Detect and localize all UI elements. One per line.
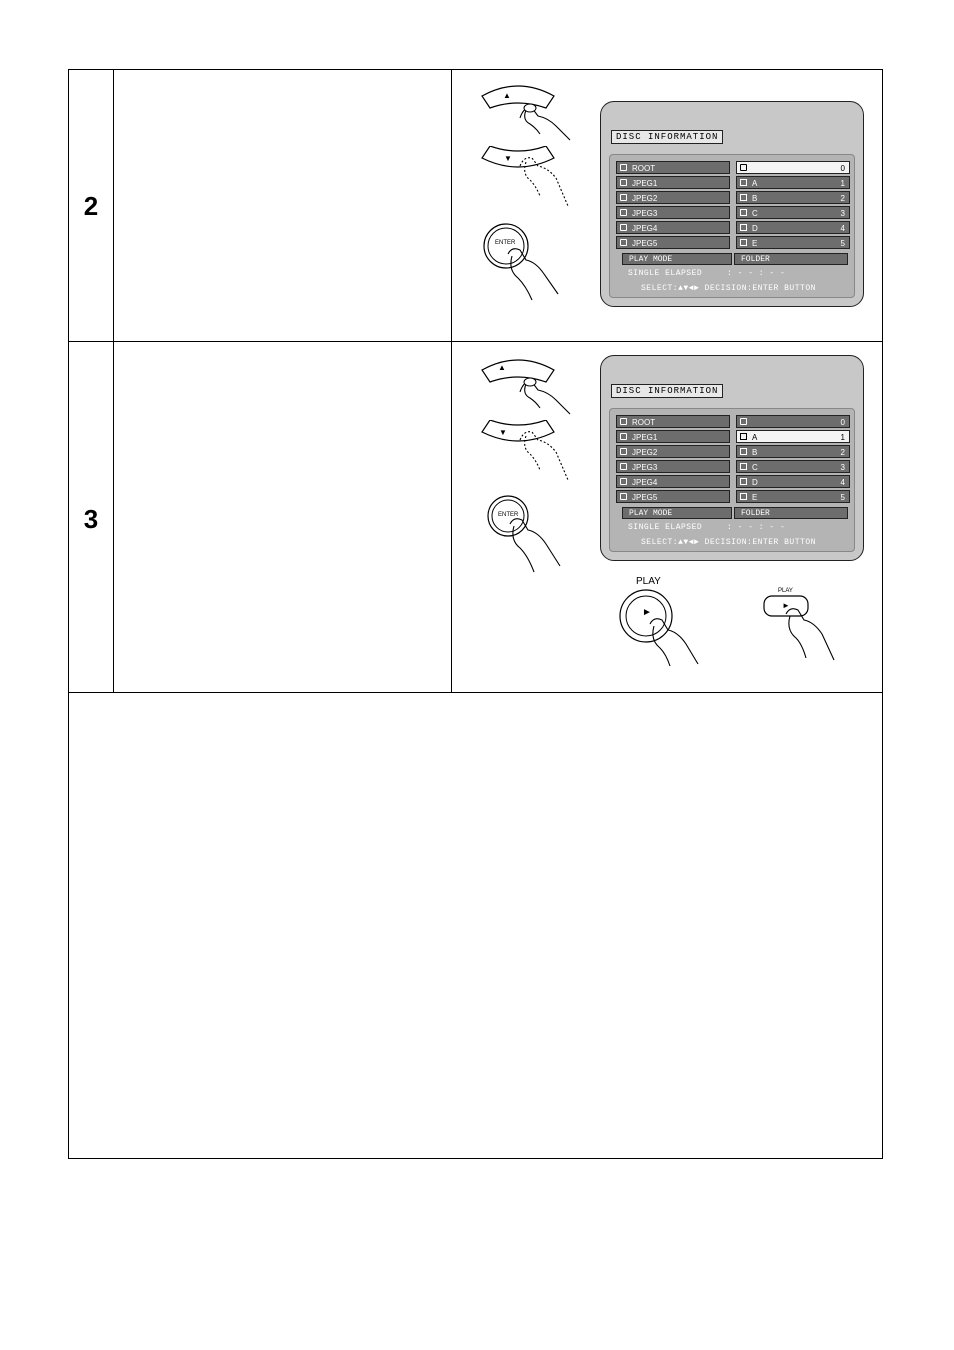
folder-icon — [620, 164, 627, 171]
folder-icon — [620, 239, 627, 246]
image-file-icon — [740, 224, 747, 231]
file-list-item[interactable]: B 2 — [736, 445, 850, 458]
image-file-icon — [740, 239, 747, 246]
folder-icon — [620, 463, 627, 470]
up-button-press-illustration — [478, 352, 578, 418]
folder-list-item[interactable]: JPEG1 — [616, 430, 730, 443]
play-mode-label: PLAY MODE — [622, 507, 732, 519]
folder-list-item[interactable]: JPEG5 — [616, 490, 730, 503]
image-file-icon — [740, 179, 747, 186]
divider — [69, 692, 883, 693]
file-list-item[interactable]: E 5 — [736, 236, 850, 249]
enter-button-label: ENTER — [495, 240, 516, 246]
enter-button-press-illustration — [478, 220, 568, 310]
folder-icon — [620, 433, 627, 440]
file-list-item[interactable]: 0 — [736, 161, 850, 174]
play-button-label: PLAY — [778, 588, 793, 594]
play-button-label: PLAY — [636, 576, 661, 587]
down-button-press-illustration — [478, 420, 578, 486]
folder-icon — [620, 224, 627, 231]
elapsed-label: SINGLE ELAPSED — [628, 269, 703, 278]
osd-title: DISC INFORMATION — [611, 384, 723, 398]
folder-list-item[interactable]: JPEG5 — [616, 236, 730, 249]
folder-list-item[interactable]: JPEG4 — [616, 475, 730, 488]
image-file-icon — [740, 493, 747, 500]
disc-information-screen — [600, 101, 864, 307]
folder-icon — [620, 448, 627, 455]
file-list-item[interactable]: A 1 — [736, 430, 850, 443]
down-button-press-illustration — [478, 146, 578, 212]
play-icon: ► — [782, 601, 790, 610]
elapsed-value: : - - : - - — [727, 269, 786, 278]
folder-list-item[interactable]: ROOT — [616, 415, 730, 428]
image-file-icon — [740, 194, 747, 201]
folder-icon — [620, 209, 627, 216]
image-file-icon — [740, 433, 747, 440]
elapsed-label: SINGLE ELAPSED — [628, 523, 703, 532]
folder-icon — [740, 164, 747, 171]
play-icon: ► — [642, 607, 652, 618]
folder-icon — [620, 493, 627, 500]
folder-list-item[interactable]: JPEG2 — [616, 445, 730, 458]
play-mode-label: PLAY MODE — [622, 253, 732, 265]
divider — [69, 341, 883, 342]
help-text: SELECT:▲▼◄► DECISION:ENTER BUTTON — [641, 284, 816, 293]
file-list-item[interactable]: 0 — [736, 415, 850, 428]
file-list-item[interactable]: C 3 — [736, 206, 850, 219]
file-list-item[interactable]: D 4 — [736, 475, 850, 488]
step-number: 2 — [83, 191, 99, 221]
enter-button-press-illustration — [482, 492, 572, 582]
folder-icon — [740, 418, 747, 425]
folder-list-item[interactable]: JPEG4 — [616, 221, 730, 234]
file-list-item[interactable]: D 4 — [736, 221, 850, 234]
image-file-icon — [740, 478, 747, 485]
up-button-press-illustration — [478, 78, 578, 144]
folder-list-item[interactable]: JPEG2 — [616, 191, 730, 204]
down-arrow-icon: ▼ — [499, 428, 507, 437]
down-arrow-icon: ▼ — [504, 154, 512, 163]
divider — [451, 70, 452, 692]
folder-list-item[interactable]: ROOT — [616, 161, 730, 174]
image-file-icon — [740, 448, 747, 455]
step-number: 3 — [83, 504, 99, 534]
folder-icon — [620, 478, 627, 485]
disc-information-screen — [600, 355, 864, 561]
osd-title: DISC INFORMATION — [611, 130, 723, 144]
folder-icon — [620, 179, 627, 186]
file-list-item[interactable]: C 3 — [736, 460, 850, 473]
image-file-icon — [740, 463, 747, 470]
folder-icon — [620, 194, 627, 201]
divider — [113, 70, 114, 692]
folder-list-item[interactable]: JPEG3 — [616, 460, 730, 473]
file-list-item[interactable]: E 5 — [736, 490, 850, 503]
up-arrow-icon: ▲ — [498, 363, 506, 372]
up-arrow-icon: ▲ — [503, 91, 511, 100]
file-list-item[interactable]: B 2 — [736, 191, 850, 204]
folder-list-item[interactable]: JPEG1 — [616, 176, 730, 189]
folder-icon — [620, 418, 627, 425]
play-button-large-press-illustration — [614, 588, 714, 668]
play-mode-value[interactable]: FOLDER — [734, 507, 848, 519]
play-button-small-press-illustration — [760, 594, 850, 666]
play-mode-value[interactable]: FOLDER — [734, 253, 848, 265]
folder-list-item[interactable]: JPEG3 — [616, 206, 730, 219]
image-file-icon — [740, 209, 747, 216]
enter-button-label: ENTER — [498, 512, 519, 518]
file-list-item[interactable]: A 1 — [736, 176, 850, 189]
help-text: SELECT:▲▼◄► DECISION:ENTER BUTTON — [641, 538, 816, 547]
elapsed-value: : - - : - - — [727, 523, 786, 532]
